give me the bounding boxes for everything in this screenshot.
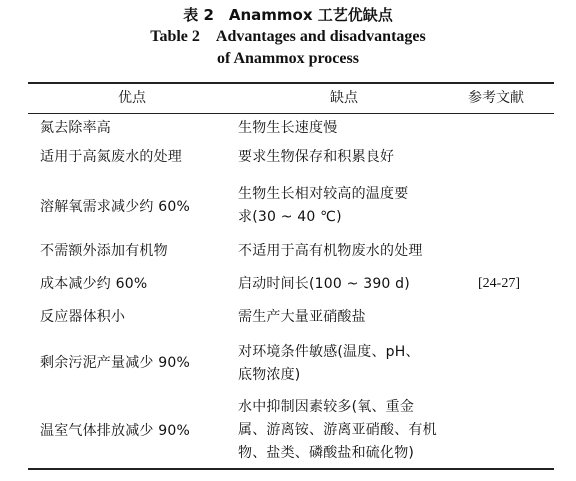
header-references: 参考文献	[468, 90, 524, 106]
row-7-advantage: 剩余污泥产量减少 90%	[40, 355, 190, 371]
header-disadvantages: 缺点	[330, 90, 358, 106]
row-8-disadvantage-line2: 属、游离铵、游离亚硝酸、有机	[238, 422, 437, 438]
row-8-disadvantage-line1: 水中抑制因素较多(氧、重金	[238, 399, 415, 415]
row-7-disadvantage-line1: 对环境条件敏感(温度、pH、	[238, 344, 420, 360]
row-4-advantage: 不需额外添加有机物	[40, 243, 168, 259]
table-title-english-line2: of Anammox process	[217, 50, 359, 67]
table-title-chinese: 表 2 Anammox 工艺优缺点	[183, 6, 393, 24]
row-2-disadvantage: 要求生物保存和积累良好	[238, 149, 395, 165]
row-5-disadvantage: 启动时间长(100 ~ 390 d)	[238, 276, 410, 292]
table-caption	[0, 4, 576, 70]
row-6-disadvantage: 需生产大量亚硝酸盐	[238, 309, 366, 325]
row-3-advantage: 溶解氧需求减少约 60%	[40, 199, 190, 215]
row-8-disadvantage-line3: 物、盐类、磷酸盐和硫化物)	[238, 445, 415, 461]
table-bottom-rule	[28, 468, 554, 470]
row-8-advantage: 温室气体排放减少 90%	[40, 423, 190, 439]
row-6-advantage: 反应器体积小	[40, 309, 126, 325]
header-advantages: 优点	[118, 90, 146, 106]
row-3-disadvantage-line1: 生物生长相对较高的温度要	[238, 186, 409, 202]
table-header-rule	[28, 113, 554, 114]
row-1-advantage: 氮去除率高	[40, 120, 111, 136]
row-5-advantage: 成本减少约 60%	[40, 276, 148, 292]
row-2-advantage: 适用于高氮废水的处理	[40, 149, 182, 165]
row-1-disadvantage: 生物生长速度慢	[238, 120, 338, 136]
references-cell: [24-27]	[478, 276, 520, 291]
row-3-disadvantage-line2: 求(30 ~ 40 ℃)	[238, 209, 342, 225]
row-4-disadvantage: 不适用于高有机物废水的处理	[238, 243, 423, 259]
table-title-english-line1: Table 2 Advantages and disadvantages	[150, 28, 426, 45]
table-top-rule	[28, 82, 554, 84]
row-7-disadvantage-line2: 底物浓度)	[238, 367, 301, 383]
